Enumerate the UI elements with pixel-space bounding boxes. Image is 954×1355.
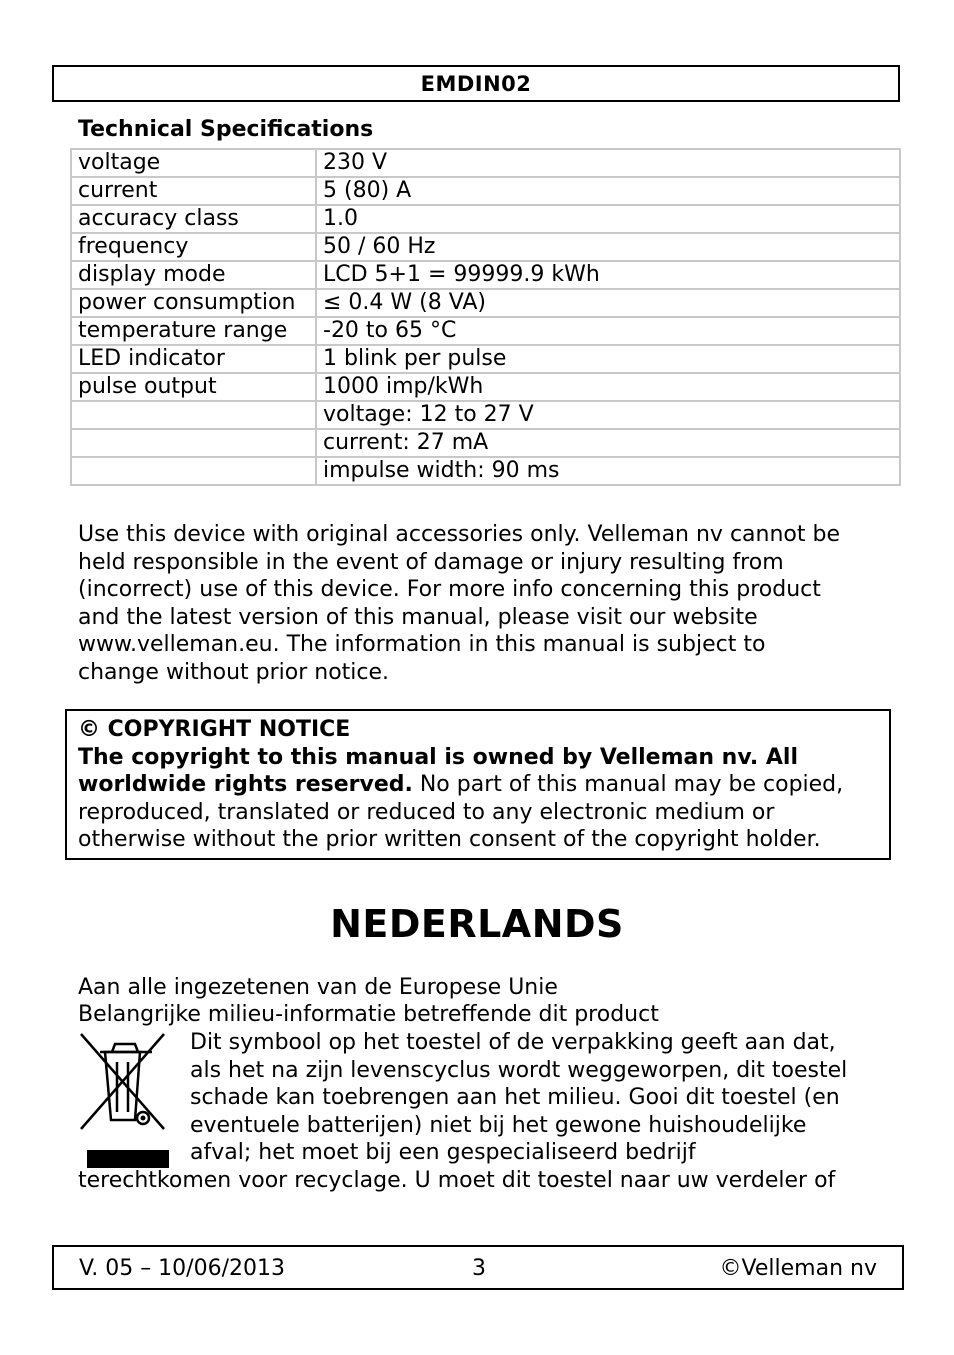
footer-copyright: ©Velleman nv [719, 1256, 877, 1281]
weee-paragraph [190, 1029, 890, 1167]
language-title: NEDERLANDS [330, 902, 624, 946]
spec-label [71, 401, 316, 429]
spec-value: 1.0 [316, 205, 900, 233]
spec-label: pulse output [71, 373, 316, 401]
spec-label: voltage [71, 149, 316, 177]
spec-row [71, 401, 900, 429]
disclaimer-line: and the latest version of this manual, please visit our website [78, 604, 758, 630]
document-header [52, 65, 900, 102]
spec-label [71, 429, 316, 457]
weee-last-line: terechtkomen voor recyclage. U moet dit toestel naar uw verdeler of [78, 1168, 836, 1193]
disclaimer-paragraph [78, 521, 898, 686]
spec-label: accuracy class [71, 205, 316, 233]
spec-value: 1 blink per pulse [316, 345, 900, 373]
model-number: EMDIN02 [420, 71, 532, 96]
spec-value: ≤ 0.4 W (8 VA) [316, 289, 900, 317]
spec-label: LED indicator [71, 345, 316, 373]
spec-value: 1000 imp/kWh [316, 373, 900, 401]
specs-table [70, 148, 901, 486]
copyright-text: reproduced, translated or reduced to any electronic medium or [78, 799, 775, 825]
spec-row [71, 205, 900, 233]
spec-value: -20 to 65 °C [316, 317, 900, 345]
spec-row [71, 457, 900, 485]
spec-row [71, 317, 900, 345]
spec-value: 5 (80) A [316, 177, 900, 205]
spec-label: display mode [71, 261, 316, 289]
environment-info-line: Belangrijke milieu-informatie betreffende dit product [78, 1002, 659, 1027]
spec-label: current [71, 177, 316, 205]
copyright-text: No part of this manual may be copied, [412, 772, 844, 797]
disclaimer-line: held responsible in the event of damage or injury resulting from [78, 549, 784, 575]
disclaimer-line: change without prior notice. [78, 659, 390, 685]
disclaimer-line: Use this device with original accessories only. Velleman nv cannot be [78, 522, 840, 547]
section-title: Technical Specifications [78, 117, 374, 142]
weee-line: schade kan toebrengen aan het milieu. Gooi dit toestel (en [190, 1085, 840, 1110]
spec-value: impulse width: 90 ms [316, 457, 900, 485]
page-number: 3 [472, 1256, 486, 1281]
spec-label: frequency [71, 233, 316, 261]
weee-line: als het na zijn levenscyclus wordt weggeworpen, dit toestel [190, 1057, 848, 1083]
spec-row [71, 373, 900, 401]
version-date: V. 05 – 10/06/2013 [79, 1256, 285, 1281]
spec-row [71, 429, 900, 457]
spec-row [71, 149, 900, 177]
spec-label [71, 457, 316, 485]
crossed-out-wheelie-bin-icon [80, 1032, 170, 1172]
weee-line: eventuele batterijen) niet bij het gewone huishoudelijke [190, 1112, 807, 1138]
spec-value: LCD 5+1 = 99999.9 kWh [316, 261, 900, 289]
copyright-heading: © COPYRIGHT NOTICE [78, 717, 351, 742]
copyright-notice-box [65, 709, 891, 860]
disclaimer-line: www.velleman.eu. The information in this manual is subject to [78, 632, 766, 657]
eu-residents-line: Aan alle ingezetenen van de Europese Unie [78, 975, 558, 1000]
copyright-bold-line: The copyright to this manual is owned by Velleman nv. All [78, 744, 799, 770]
disclaimer-line: (incorrect) use of this device. For more info concerning this product [78, 577, 821, 602]
copyright-bold-line: worldwide rights reserved. [78, 772, 413, 797]
weee-line: afval; het moet bij een gespecialiseerd bedrijf [190, 1140, 696, 1165]
copyright-text: otherwise without the prior written consent of the copyright holder. [78, 827, 821, 852]
spec-label: temperature range [71, 317, 316, 345]
spec-row [71, 261, 900, 289]
spec-label: power consumption [71, 289, 316, 317]
spec-value: voltage: 12 to 27 V [316, 401, 900, 429]
spec-row [71, 345, 900, 373]
spec-row [71, 289, 900, 317]
spec-value: 50 / 60 Hz [316, 233, 900, 261]
spec-value: current: 27 mA [316, 429, 900, 457]
spec-row [71, 177, 900, 205]
spec-row [71, 233, 900, 261]
spec-value: 230 V [316, 149, 900, 177]
document-footer [52, 1245, 904, 1290]
weee-line: Dit symbool op het toestel of de verpakking geeft aan dat, [190, 1030, 836, 1055]
